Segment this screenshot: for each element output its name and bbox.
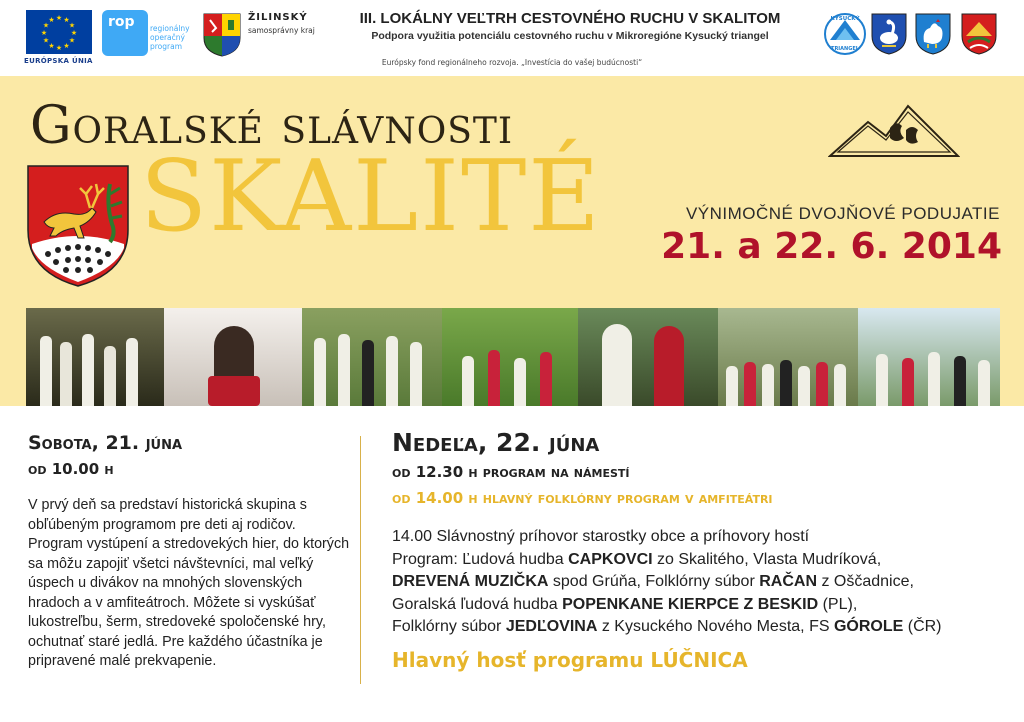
svg-text:★: ★: [68, 36, 76, 45]
zilina-region-title: ŽILINSKÝ: [248, 12, 308, 23]
event-title: III. LOKÁLNY VEĽTRH CESTOVNÉHO RUCHU V SKALITOM: [359, 10, 781, 27]
svg-text:KYSUCKÝ: KYSUCKÝ: [830, 16, 860, 22]
svg-text:★: ★: [48, 42, 55, 50]
saturday-heading: Sobota, 21. júna: [28, 432, 183, 454]
svg-text:★: ★: [40, 29, 48, 37]
photo-dancers: [442, 308, 578, 406]
main-guest: Hlavný hosť programu LÚČNICA: [392, 648, 748, 672]
eu-flag-icon: [26, 10, 92, 54]
svg-text:★: ★: [63, 42, 70, 50]
program-line-3: DREVENÁ MUZIČKA spod Grúňa, Folklórny súbor RAČAN z Oščadnice,: [392, 573, 914, 590]
program-line-4: Goralská ľudová hudba POPENKANE KIERPCE Z BESKID (PL),: [392, 595, 858, 613]
kysucky-triangel-logo-icon: [824, 10, 866, 58]
svg-text:★: ★: [55, 14, 63, 22]
rop-logo-icon: rop: [102, 10, 148, 56]
program-line-5: Folklórny súbor JEDĽOVINA z Kysuckého Nového Mesta, FS GÓROLE (ČR): [392, 618, 942, 635]
svg-text:★: ★: [55, 44, 63, 52]
program-line-1: 14.00 Slávnostný príhovor starostky obce a príhovory hostí: [392, 528, 810, 545]
eu-label: EURÓPSKA ÚNIA: [24, 57, 93, 65]
village-crest-red-icon: [960, 12, 998, 56]
skalite-crest-icon: [26, 164, 130, 288]
saturday-description: V prvý deň sa predstaví historická skupina s obľúbeným programom pre deti aj rodičov. Program vystúpení a stredovekých hier, do ktorých sa môžu zapojiť všetci návštevníci, mal veľký úspech u divákov na mnohých slovenských hradoch a v amfiteátroch. Môžete si vyskúšať lukostreľbu, šerm, stredoveké spoločenské hry, ochutnať staré jedlá. Pre každého účastníka je pripravené malé prekvapenie.: [28, 497, 350, 669]
top-header-band: [0, 0, 1024, 76]
svg-text:★: ★: [68, 21, 76, 30]
fund-line: Európsky fond regionálneho rozvoja. „Investícia do vašej budúcnosti“: [381, 58, 643, 67]
festival-title: Goralské slávnosti: [30, 96, 514, 156]
photo-musicians: [26, 308, 164, 406]
photo-large-group: [718, 308, 858, 406]
column-divider: [360, 436, 361, 684]
unique-event-label: VÝNIMOČNÉ DVOJŇOVÉ PODUJATIE: [685, 204, 1000, 223]
sunday-program: [392, 526, 1012, 639]
photo-folk-group: [302, 308, 442, 406]
program-line-2: Program: Ľudová hudba CAPKOVCI zo Skalitého, Vlasta Mudríková,: [392, 550, 882, 568]
photo-violin-players: [578, 308, 718, 406]
saturday-time: od 10.00 h: [28, 460, 114, 478]
sunday-time-square: od 12.30 h program na námestí: [392, 463, 630, 481]
svg-text:★: ★: [48, 16, 55, 24]
sunday-time-amphitheatre: od 14.00 h hlavný folklórny program v amfiteátri: [392, 489, 773, 507]
mountain-logo-icon: [828, 100, 960, 160]
rop-text: regionálny operačný program: [150, 24, 190, 51]
svg-text:★: ★: [70, 29, 78, 37]
zilina-region-subtitle: samosprávny kraj: [248, 26, 315, 35]
svg-text:TRIANGEL: TRIANGEL: [831, 46, 859, 52]
event-dates: 21. a 22. 6. 2014: [661, 226, 1002, 267]
sunday-heading: Nedeľa, 22. júna: [392, 428, 600, 457]
photo-accordion-player: [164, 308, 302, 406]
village-crest-goose-icon: [870, 12, 908, 56]
photo-outdoor-dance: [858, 308, 1000, 406]
svg-text:★: ★: [63, 16, 70, 24]
zilina-region-crest-icon: [202, 12, 242, 58]
photo-strip: [26, 308, 1000, 406]
village-crest-rooster-icon: [914, 12, 952, 56]
svg-text:★: ★: [42, 36, 50, 45]
svg-text:★: ★: [42, 21, 50, 30]
event-subtitle: Podpora využitia potenciálu cestovného ruchu v Mikroregióne Kysucký triangel: [371, 30, 769, 42]
village-name: SKALITÉ: [140, 140, 602, 254]
